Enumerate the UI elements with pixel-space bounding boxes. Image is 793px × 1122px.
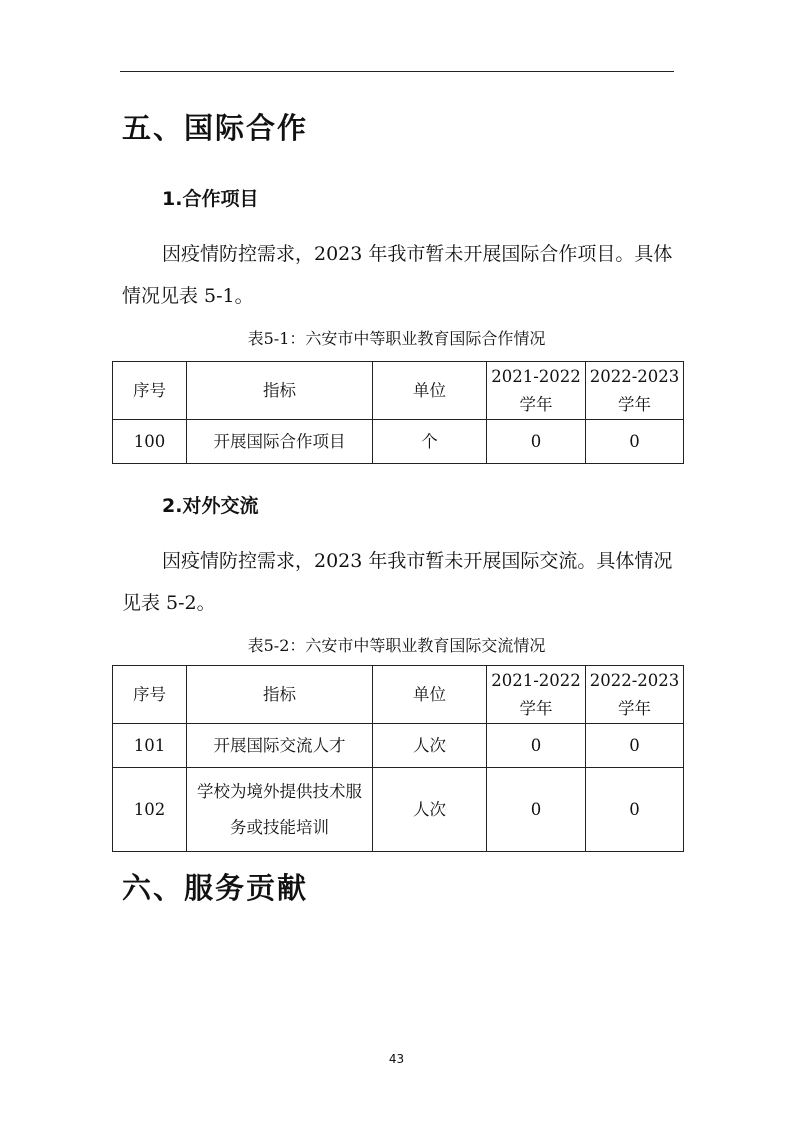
table-cell: 0 xyxy=(586,768,684,852)
table-row xyxy=(113,420,684,464)
header-cell-index: 序号 xyxy=(113,362,187,420)
table-header-row xyxy=(113,666,684,724)
header-cell-index: 序号 xyxy=(113,666,187,724)
table-5-2 xyxy=(112,665,684,852)
header-cell-year-2022: 2022-2023 学年 xyxy=(586,666,684,724)
table-row xyxy=(113,768,684,852)
table-cell: 101 xyxy=(113,724,187,768)
paragraph-cooperation-projects: 因疫情防控需求，2023 年我市暂未开展国际合作项目。具体情况见表 5-1。 xyxy=(122,243,673,307)
section-title-service-contribution: 六、服务贡献 xyxy=(122,871,309,905)
paragraph-external-exchange: 因疫情防控需求，2023 年我市暂未开展国际交流。具体情况见表 5-2。 xyxy=(122,550,673,614)
table-cell: 开展国际合作项目 xyxy=(187,420,373,464)
table-cell: 开展国际交流人才 xyxy=(187,724,373,768)
header-cell-indicator: 指标 xyxy=(187,666,373,724)
table-cell: 0 xyxy=(586,724,684,768)
table-cell: 100 xyxy=(113,420,187,464)
table-5-1 xyxy=(112,361,684,464)
section-title-international-cooperation: 五、国际合作 xyxy=(122,111,309,145)
header-cell-year-2022: 2022-2023 学年 xyxy=(586,362,684,420)
table-cell: 0 xyxy=(586,420,684,464)
subsection-heading-external-exchange: 2.对外交流 xyxy=(162,495,259,517)
header-cell-year-2021: 2021-2022 学年 xyxy=(487,666,586,724)
table-cell: 0 xyxy=(487,768,586,852)
table-cell: 人次 xyxy=(373,724,487,768)
table-header-row xyxy=(113,362,684,420)
header-cell-unit: 单位 xyxy=(373,666,487,724)
header-cell-indicator: 指标 xyxy=(187,362,373,420)
table-cell: 学校为境外提供技术服务或技能培训 xyxy=(187,768,373,852)
table-5-2-caption: 表5-2：六安市中等职业教育国际交流情况 xyxy=(247,636,546,655)
table-5-1-caption: 表5-1：六安市中等职业教育国际合作情况 xyxy=(247,329,546,348)
page-number: 43 xyxy=(388,1052,405,1066)
table-cell: 102 xyxy=(113,768,187,852)
table-cell: 0 xyxy=(487,420,586,464)
subsection-heading-cooperation-projects: 1.合作项目 xyxy=(162,188,259,210)
header-cell-unit: 单位 xyxy=(373,362,487,420)
header-rule xyxy=(120,71,674,72)
table-cell: 个 xyxy=(373,420,487,464)
header-cell-year-2021: 2021-2022 学年 xyxy=(487,362,586,420)
table-cell: 0 xyxy=(487,724,586,768)
table-cell: 人次 xyxy=(373,768,487,852)
table-row xyxy=(113,724,684,768)
